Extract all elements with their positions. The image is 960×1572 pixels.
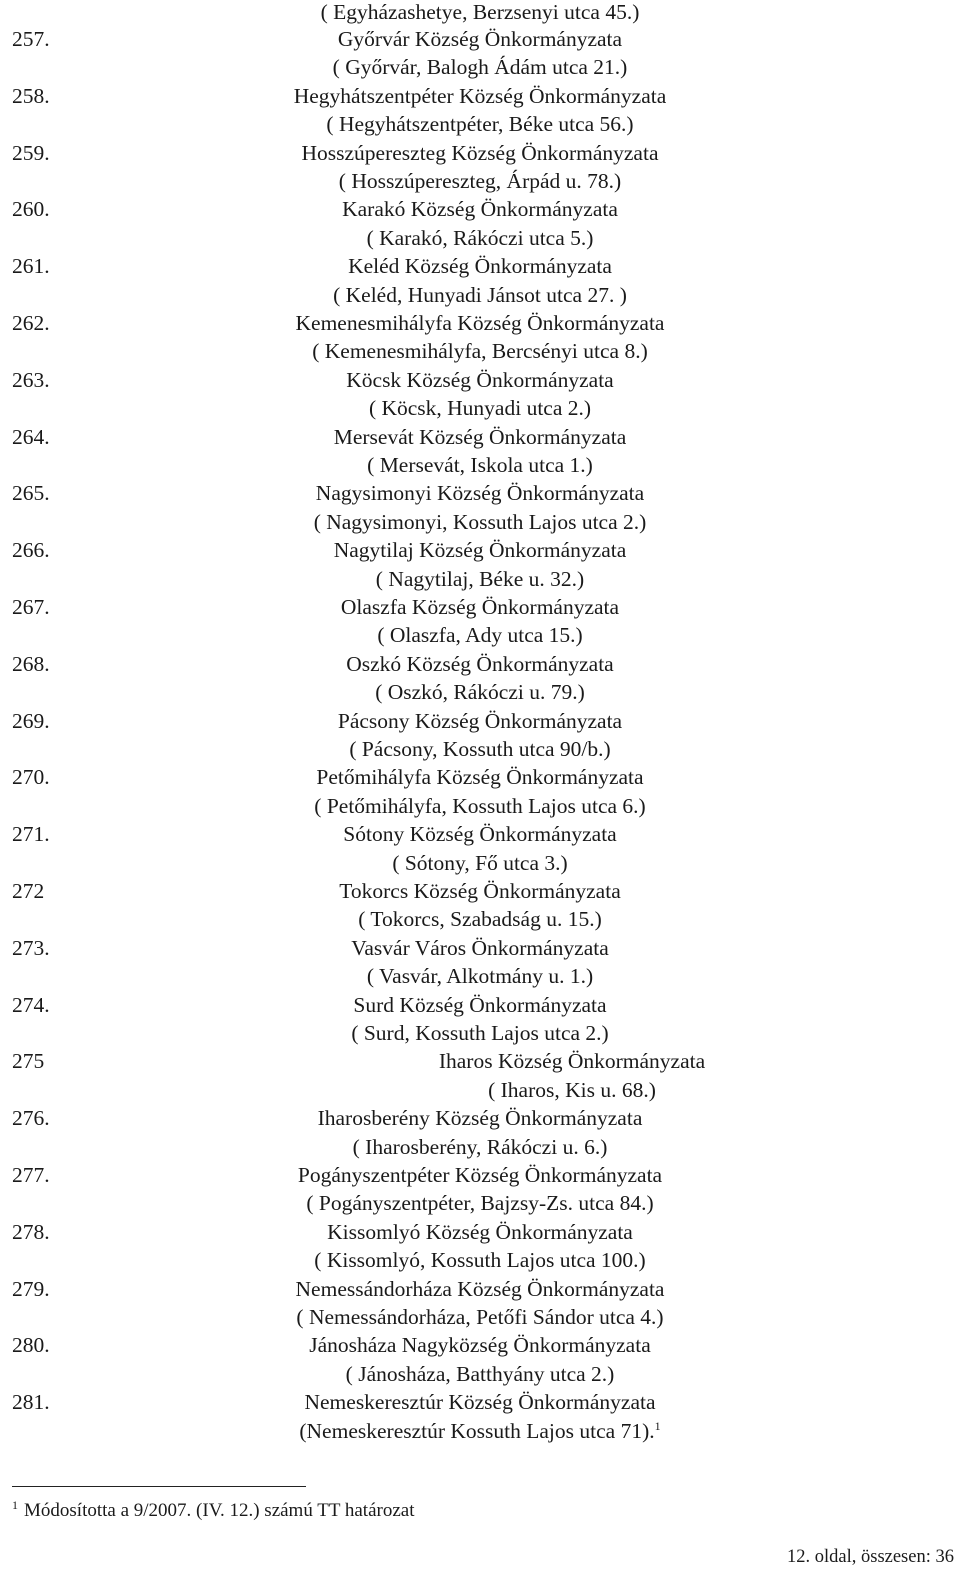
municipality-name: Köcsk Község Önkormányzata [346, 368, 614, 392]
municipality-address [0, 1303, 960, 1331]
municipality-name: Pogányszentpéter Község Önkormányzata [297, 1163, 663, 1187]
entry-address-line [0, 1360, 960, 1388]
entry-name-line [0, 479, 960, 507]
entry-number: 262. [12, 311, 50, 335]
entry-number: 276. [12, 1106, 50, 1130]
municipality-address [0, 621, 960, 649]
municipality-name: Tokorcs Község Önkormányzata [339, 879, 621, 903]
entry-name-line [0, 1218, 960, 1246]
address-text: ( Nemessándorháza, Petőfi Sándor utca 4.) [296, 1305, 664, 1329]
entry-number: 279. [12, 1277, 50, 1301]
entry-address-line [0, 565, 960, 593]
municipality-name: Nagytilaj Község Önkormányzata [333, 538, 627, 562]
entry-number: 258. [12, 84, 50, 108]
entry-number: 280. [12, 1333, 50, 1357]
address-text: ( Vasvár, Alkotmány u. 1.) [366, 964, 594, 988]
address-text: ( Surd, Kossuth Lajos utca 2.) [351, 1021, 609, 1045]
municipality-address [0, 508, 960, 536]
municipality-name: Mersevát Község Önkormányzata [333, 425, 627, 449]
entry-name-line [0, 1275, 960, 1303]
entry-address-line [0, 53, 960, 81]
municipality-name: Vasvár Város Önkormányzata [351, 936, 609, 960]
entry-name-line [0, 195, 960, 223]
municipality-address [0, 110, 960, 138]
address-text: ( Iharos, Kis u. 68.) [488, 1078, 656, 1102]
entry-number: 259. [12, 141, 50, 165]
entry-name-line [0, 820, 960, 848]
entry-address-line [0, 1019, 960, 1047]
municipality-name: Hegyhátszentpéter Község Önkormányzata [293, 84, 667, 108]
entry-address-line [0, 337, 960, 365]
municipality-address [0, 1360, 960, 1388]
page-number: 12. oldal, összesen: 36 [787, 1547, 954, 1567]
entry-address-line [0, 281, 960, 309]
address-text: ( Hosszúpereszteg, Árpád u. 78.) [338, 169, 622, 193]
address-text: ( Oszkó, Rákóczi u. 79.) [375, 680, 585, 704]
municipality-address [0, 792, 960, 820]
entry-name-line [0, 82, 960, 110]
entry-number: 277. [12, 1163, 50, 1187]
address-text: ( Nagytilaj, Béke u. 32.) [375, 567, 585, 591]
entry-name-line [0, 593, 960, 621]
entry-number: 261. [12, 254, 50, 278]
entry-name-line [0, 139, 960, 167]
address-text: ( Egyházashetye, Berzsenyi utca 45.) [320, 0, 640, 24]
municipality-name: Karakó Község Önkormányzata [342, 197, 618, 221]
footnote-reference: 1 [654, 1418, 661, 1433]
entry-address-line [0, 1303, 960, 1331]
address-text: ( Pogányszentpéter, Bajzsy-Zs. utca 84.) [306, 1191, 654, 1215]
entry-address-line [0, 792, 960, 820]
address-text: ( Tokorcs, Szabadság u. 15.) [358, 907, 602, 931]
municipality-address [0, 394, 960, 422]
municipality-name: Olaszfa Község Önkormányzata [340, 595, 620, 619]
address-text: ( Mersevát, Iskola utca 1.) [367, 453, 593, 477]
entry-name-line [0, 1047, 960, 1075]
municipality-address [0, 565, 960, 593]
address-text: ( Keléd, Hunyadi Jánsot utca 27. ) [333, 283, 627, 307]
address-text: ( Pácsony, Kossuth utca 90/b.) [349, 737, 611, 761]
entry-number: 257. [12, 27, 50, 51]
address-text: ( Sótony, Fő utca 3.) [392, 851, 568, 875]
municipality-address [0, 337, 960, 365]
entry-number: 263. [12, 368, 50, 392]
municipality-name: Jánosháza Nagyközség Önkormányzata [309, 1333, 651, 1357]
entry-number: 265. [12, 481, 50, 505]
entry-name-line [0, 650, 960, 678]
entry-name-line [0, 366, 960, 394]
municipality-name: Surd Község Önkormányzata [353, 993, 607, 1017]
entry-number: 281. [12, 1390, 50, 1414]
address-text: ( Kemenesmihályfa, Bercsényi utca 8.) [312, 339, 648, 363]
entry-name-line [0, 707, 960, 735]
entry-number: 270. [12, 765, 50, 789]
municipality-address [0, 167, 960, 195]
footnote [12, 1498, 414, 1524]
address-text: ( Olaszfa, Ady utca 15.) [377, 623, 583, 647]
municipality-address [0, 678, 960, 706]
entry-name-line [0, 1104, 960, 1132]
entry-number: 278. [12, 1220, 50, 1244]
municipality-name: Iharos Község Önkormányzata [438, 1049, 706, 1073]
municipality-name: Iharosberény Község Önkormányzata [317, 1106, 643, 1130]
entry-name-line [0, 1161, 960, 1189]
entry-number: 266. [12, 538, 50, 562]
entry-number: 268. [12, 652, 50, 676]
municipality-name: Oszkó Község Önkormányzata [346, 652, 614, 676]
municipality-address [92, 1076, 960, 1104]
entry-name-line [0, 536, 960, 564]
continued-address-line [0, 0, 960, 26]
entry-number: 273. [12, 936, 50, 960]
municipality-address [0, 281, 960, 309]
entry-name-line [0, 1331, 960, 1359]
entry-address-line [0, 735, 960, 763]
municipality-name: Nemeskeresztúr Község Önkormányzata [304, 1390, 656, 1414]
entry-address-line [0, 167, 960, 195]
entry-address-line [0, 1417, 960, 1445]
municipality-address [0, 735, 960, 763]
footnote-divider [12, 1486, 306, 1487]
municipality-address [0, 53, 960, 81]
entry-address-line [0, 508, 960, 536]
entry-number: 272 [12, 879, 45, 903]
municipality-name: Nemessándorháza Község Önkormányzata [295, 1277, 665, 1301]
entry-address-line [0, 621, 960, 649]
municipality-address [0, 1246, 960, 1274]
municipality-name: Pácsony Község Önkormányzata [337, 709, 623, 733]
entry-address-line [0, 110, 960, 138]
entry-number: 274. [12, 993, 50, 1017]
entry-address-line [0, 1076, 960, 1104]
entry-name-line [0, 763, 960, 791]
municipality-address [0, 905, 960, 933]
municipality-address [0, 1133, 960, 1161]
entry-address-line [0, 962, 960, 990]
footnote-text: Módosította a 9/2007. (IV. 12.) számú TT határozat [24, 1500, 415, 1521]
municipality-name: Petőmihályfa Község Önkormányzata [316, 765, 644, 789]
entry-address-line [0, 849, 960, 877]
entry-name-line [0, 309, 960, 337]
entry-name-line [0, 1388, 960, 1416]
municipality-address [0, 1417, 960, 1445]
entry-address-line [0, 451, 960, 479]
address-text: ( Nagysimonyi, Kossuth Lajos utca 2.) [313, 510, 647, 534]
entry-address-line [0, 224, 960, 252]
address-text: ( Köcsk, Hunyadi utca 2.) [368, 396, 592, 420]
municipality-name: Kissomlyó Község Önkormányzata [327, 1220, 633, 1244]
entry-number: 275 [12, 1049, 45, 1073]
address-text: ( Karakó, Rákóczi utca 5.) [366, 226, 594, 250]
entry-number: 264. [12, 425, 50, 449]
footnote-mark: 1 [12, 1497, 18, 1512]
address-text: ( Hegyhátszentpéter, Béke utca 56.) [326, 112, 634, 136]
entry-number: 269. [12, 709, 50, 733]
address-text: ( Iharosberény, Rákóczi u. 6.) [352, 1135, 608, 1159]
address-text: ( Győrvár, Balogh Ádám utca 21.) [332, 55, 628, 79]
entry-number: 267. [12, 595, 50, 619]
municipality-address [0, 849, 960, 877]
municipality-address [0, 962, 960, 990]
entry-address-line [0, 905, 960, 933]
municipality-name: Keléd Község Önkormányzata [348, 254, 612, 278]
address-text: ( Jánosháza, Batthyány utca 2.) [345, 1362, 615, 1386]
municipality-name: Sótony Község Önkormányzata [343, 822, 617, 846]
municipality-address [0, 224, 960, 252]
entry-address-line [0, 678, 960, 706]
entry-name-line [0, 252, 960, 280]
municipality-address [0, 1189, 960, 1217]
municipality-name: Hosszúpereszteg Község Önkormányzata [301, 141, 659, 165]
address-text: ( Kissomlyó, Kossuth Lajos utca 100.) [314, 1248, 646, 1272]
entry-name-line [0, 991, 960, 1019]
address-text: (Nemeskeresztúr Kossuth Lajos utca 71). [299, 1419, 655, 1443]
municipality-name: Győrvár Község Önkormányzata [337, 27, 623, 51]
entry-number: 260. [12, 197, 50, 221]
entry-name-line [0, 423, 960, 451]
entry-number: 271. [12, 822, 50, 846]
address-text: ( Petőmihályfa, Kossuth Lajos utca 6.) [314, 794, 646, 818]
municipality-name: Kemenesmihályfa Község Önkormányzata [295, 311, 665, 335]
entry-name-line [0, 877, 960, 905]
entry-address-line [0, 1246, 960, 1274]
entry-address-line [0, 1189, 960, 1217]
municipality-address [0, 1019, 960, 1047]
entry-address-line [0, 1133, 960, 1161]
municipality-name: Nagysimonyi Község Önkormányzata [315, 481, 645, 505]
entry-name-line [0, 934, 960, 962]
entry-name-line [0, 25, 960, 53]
municipality-address [0, 451, 960, 479]
entry-address-line [0, 394, 960, 422]
